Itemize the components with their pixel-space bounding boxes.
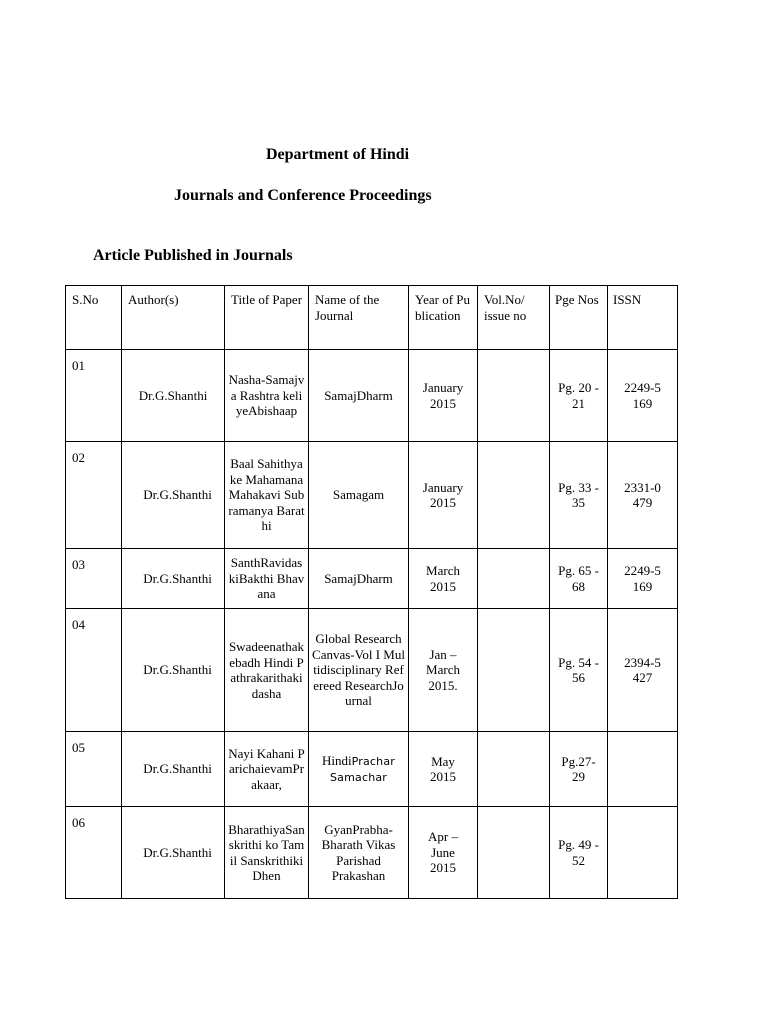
table-row bbox=[66, 732, 678, 807]
cell-sno: 05 bbox=[66, 732, 122, 807]
cell-journal-name: Hindi bbox=[321, 752, 352, 768]
cell-issn bbox=[608, 807, 678, 899]
cell-vol bbox=[478, 350, 550, 442]
cell-author: Dr.G.Shanthi bbox=[122, 732, 225, 807]
column-header-title: Title of Paper bbox=[225, 286, 309, 350]
cell-year: January 2015 bbox=[409, 350, 478, 442]
cell-pages: Pg. 20 - 21 bbox=[550, 350, 608, 442]
cell-vol bbox=[478, 807, 550, 899]
cell-pages: Pg.27-29 bbox=[550, 732, 608, 807]
table-header-row bbox=[66, 286, 678, 350]
cell-title: Swadeenathakebadh Hindi Pathrakarithakidasha bbox=[225, 609, 309, 732]
cell-journal: SamajDharm bbox=[309, 350, 409, 442]
section-title: Article Published in Journals bbox=[93, 247, 293, 264]
cell-sno: 04 bbox=[66, 609, 122, 732]
table-row bbox=[66, 350, 678, 442]
department-title: Department of Hindi bbox=[266, 146, 410, 163]
cell-journal bbox=[309, 732, 409, 807]
cell-vol bbox=[478, 732, 550, 807]
cell-year: January 2015 bbox=[409, 442, 478, 549]
cell-pages: Pg. 33 - 35 bbox=[550, 442, 608, 549]
cell-title: Nayi Kahani ParichaievamPrakaar, bbox=[225, 732, 309, 807]
cell-year: May 2015 bbox=[409, 732, 478, 807]
cell-author: Dr.G.Shanthi bbox=[122, 549, 225, 609]
journals-table bbox=[65, 285, 678, 899]
cell-issn: 2249-5169 bbox=[608, 350, 678, 442]
column-header-year: Year of Publication bbox=[409, 286, 478, 350]
cell-author: Dr.G.Shanthi bbox=[122, 807, 225, 899]
cell-year: Apr – June 2015 bbox=[409, 807, 478, 899]
cell-journal: SamajDharm bbox=[309, 549, 409, 609]
cell-vol bbox=[478, 609, 550, 732]
column-header-journal: Name of the Journal bbox=[309, 286, 409, 350]
table-row bbox=[66, 549, 678, 609]
cell-title: Nasha-Samajva Rashtra keliyeAbishaap bbox=[225, 350, 309, 442]
cell-issn: 2249-5169 bbox=[608, 549, 678, 609]
cell-year: Jan – March 2015. bbox=[409, 609, 478, 732]
column-header-sno: S.No bbox=[66, 286, 122, 350]
column-header-vol: Vol.No/ issue no bbox=[478, 286, 550, 350]
cell-title: BharathiyaSanskrithi ko Tamil Sanskrithiki Dhen bbox=[225, 807, 309, 899]
cell-sno: 03 bbox=[66, 549, 122, 609]
table-row bbox=[66, 442, 678, 549]
cell-year: March 2015 bbox=[409, 549, 478, 609]
cell-author: Dr.G.Shanthi bbox=[122, 442, 225, 549]
cell-pages: Pg. 54 - 56 bbox=[550, 609, 608, 732]
cell-journal: GyanPrabha-Bharath Vikas Parishad Prakashan bbox=[309, 807, 409, 899]
column-header-pages: Pge Nos bbox=[550, 286, 608, 350]
cell-vol bbox=[478, 442, 550, 549]
cell-author: Dr.G.Shanthi bbox=[122, 350, 225, 442]
cell-sno: 01 bbox=[66, 350, 122, 442]
table-row bbox=[66, 807, 678, 899]
cell-journal: Global Research Canvas-Vol I Multidisciplinary Refereed ResearchJournal bbox=[309, 609, 409, 732]
cell-pages: Pg. 49 - 52 bbox=[550, 807, 608, 899]
column-header-issn: ISSN bbox=[608, 286, 678, 350]
document-subtitle: Journals and Conference Proceedings bbox=[174, 187, 432, 204]
cell-sno: 02 bbox=[66, 442, 122, 549]
cell-issn: 2394-5427 bbox=[608, 609, 678, 732]
cell-title: Baal Sahithyake Mahamana Mahakavi Subramanya Barathi bbox=[225, 442, 309, 549]
cell-pages: Pg. 65 - 68 bbox=[550, 549, 608, 609]
table-row bbox=[66, 609, 678, 732]
cell-journal: Samagam bbox=[309, 442, 409, 549]
cell-journal-name-extra: Prachar Samachar bbox=[329, 754, 395, 784]
cell-issn bbox=[608, 732, 678, 807]
cell-author: Dr.G.Shanthi bbox=[122, 609, 225, 732]
column-header-authors: Author(s) bbox=[122, 286, 225, 350]
cell-issn: 2331-0479 bbox=[608, 442, 678, 549]
cell-vol bbox=[478, 549, 550, 609]
cell-sno: 06 bbox=[66, 807, 122, 899]
cell-title: SanthRavidaskiBakthi Bhavana bbox=[225, 549, 309, 609]
